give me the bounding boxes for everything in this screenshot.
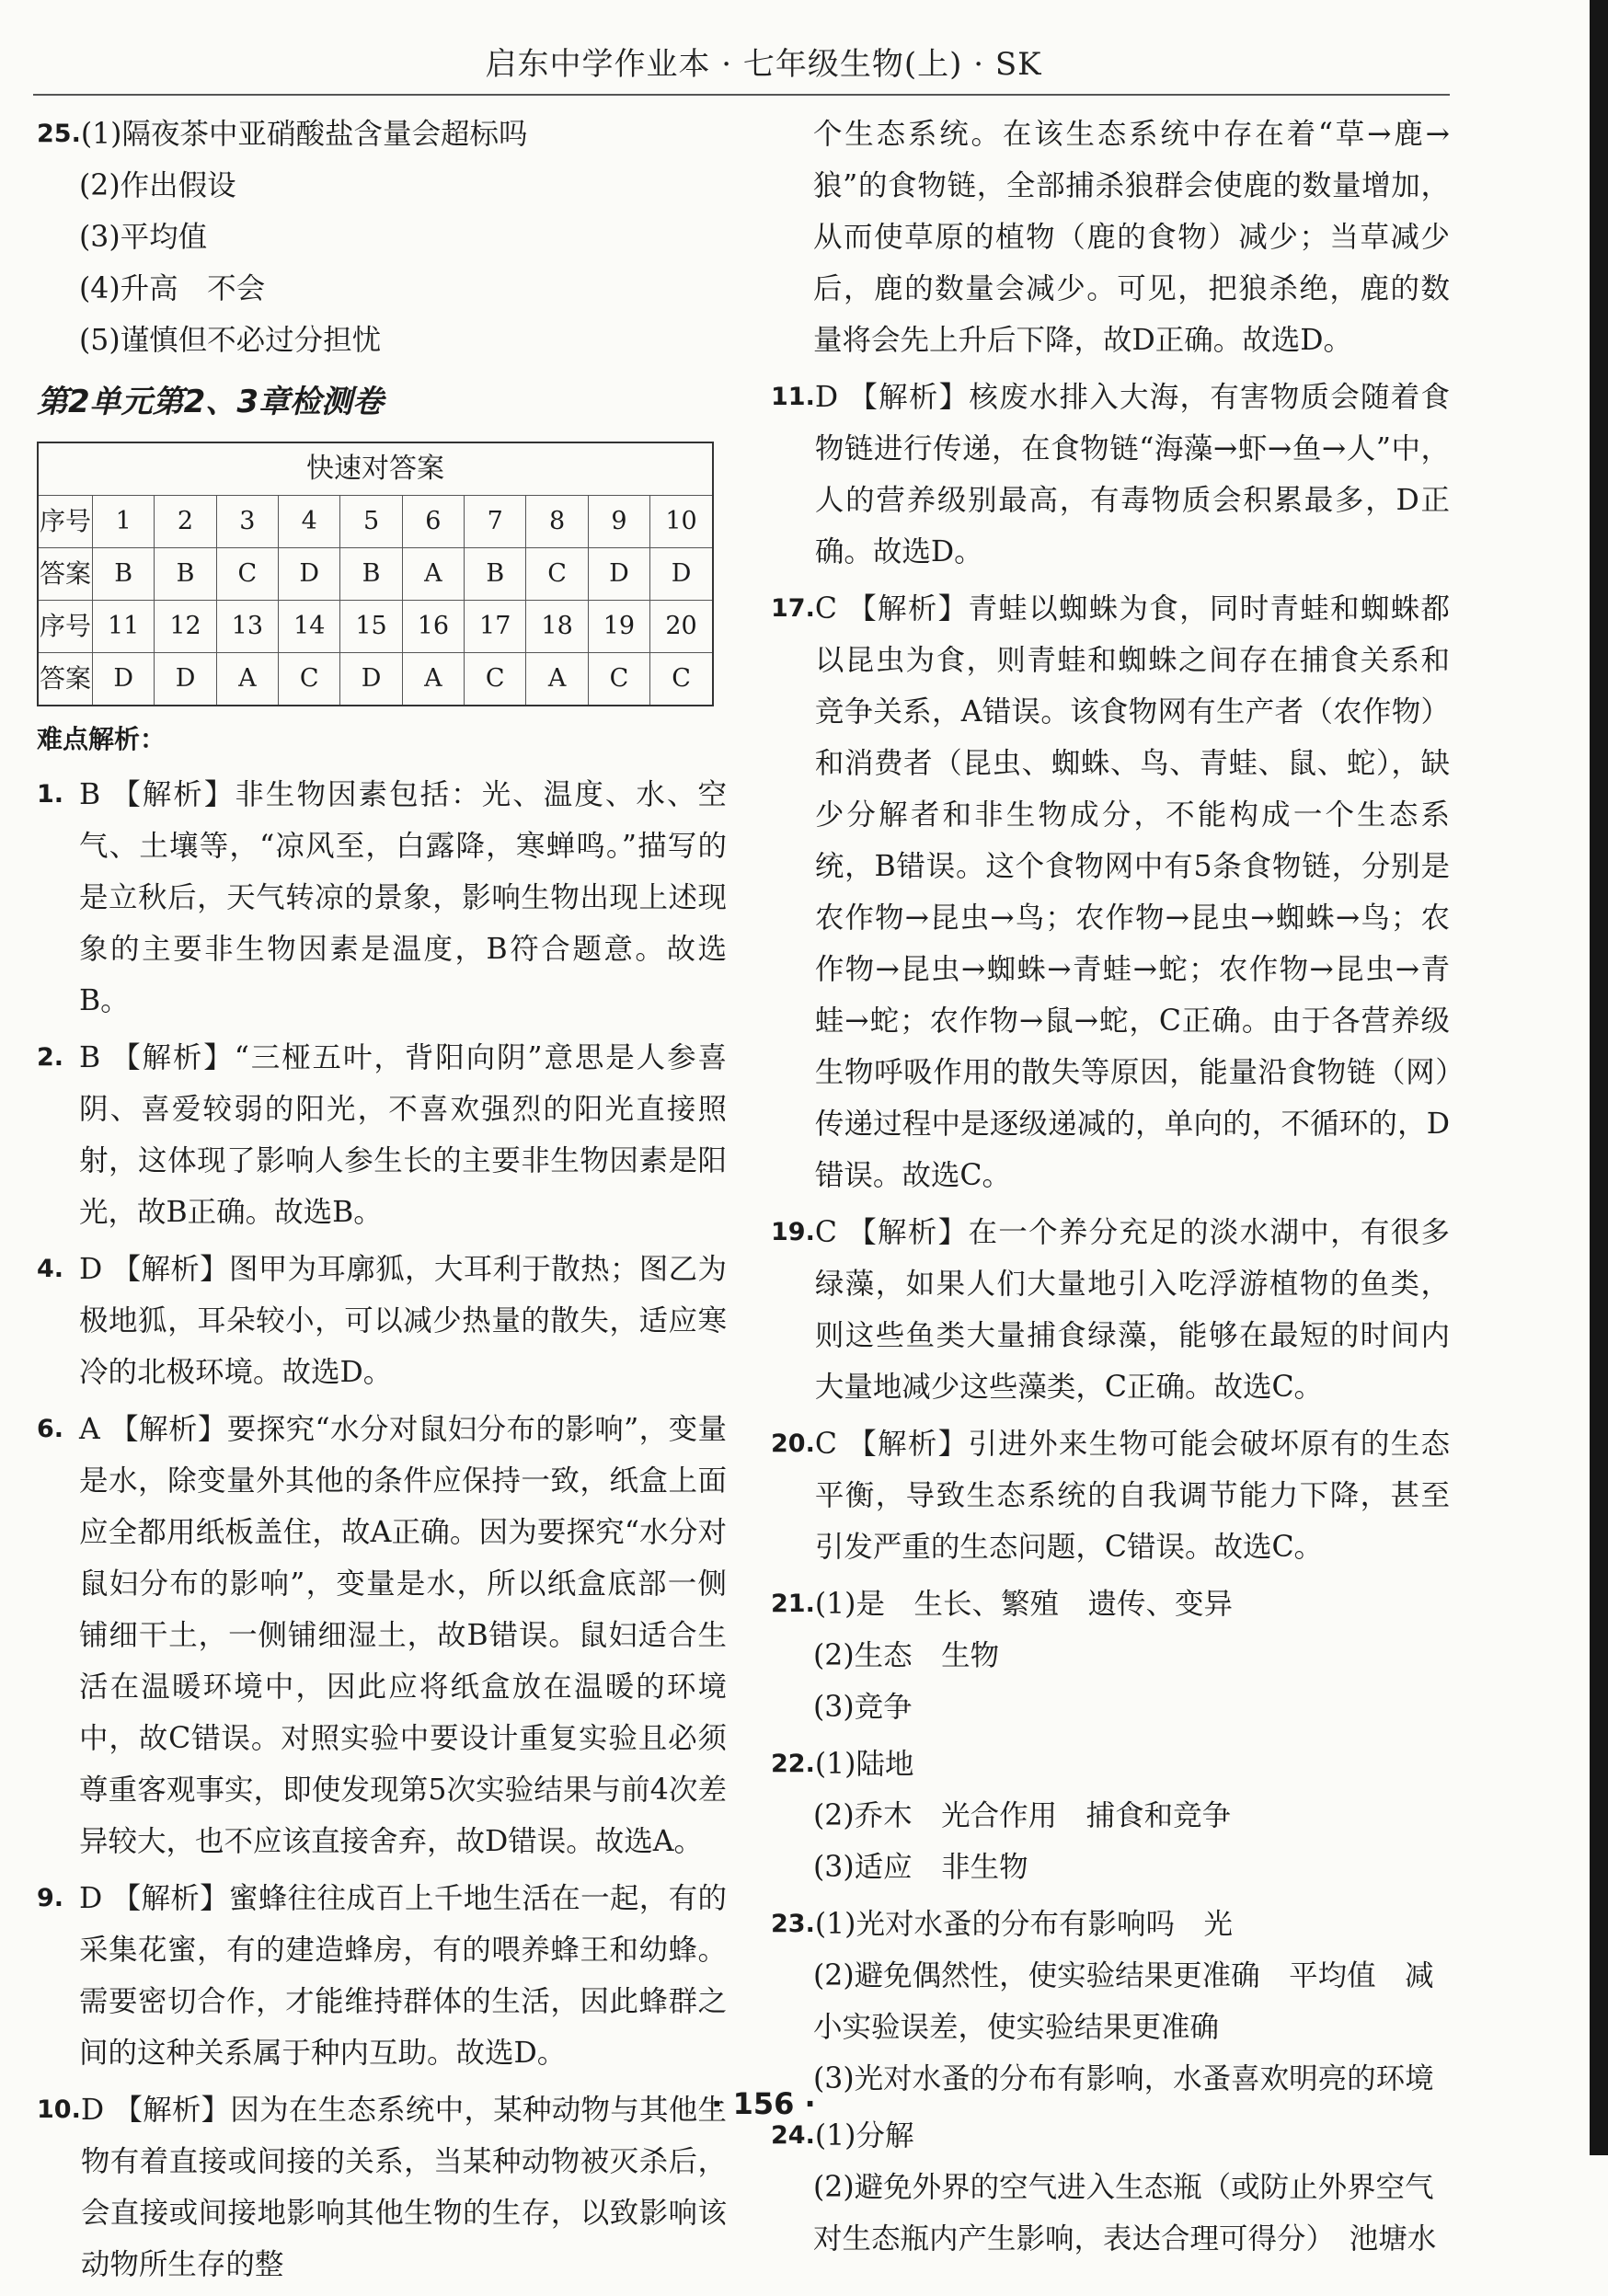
question-4 (37, 1244, 727, 1398)
question-number: 22. (771, 1750, 815, 1778)
question-number: 24. (771, 2121, 815, 2150)
explanation-text: D 【解析】图甲为耳廓狐，大耳利于散热；图乙为极地狐，耳朵较小，可以减少热量的散失，适应寒冷的北极环境。故选D。 (79, 1253, 727, 1389)
question-17 (771, 583, 1450, 1201)
table-cell: D (155, 653, 216, 706)
answer-line: (3)平均值 (79, 221, 208, 254)
answer-line: (2)避免偶然性，使实验结果更准确 平均值 减小实验误差，使实验结果更准确 (813, 1959, 1434, 2044)
explanation-text: C 【解析】引进外来生物可能会破坏原有的生态平衡，导致生态系统的自我调节能力下降，甚至引发严重的生态问题，C错误。故选C。 (814, 1428, 1450, 1564)
table-cell: B (340, 548, 402, 601)
header-divider (33, 94, 1450, 96)
question-10-continued: 个生态系统。在该生态系统中存在着“草→鹿→狼”的食物链，全部捕杀狼群会使鹿的数量增加，从而使草原的植物（鹿的食物）减少；当草减少后，鹿的数量会减少。可见，把狼杀绝，鹿的数量将会先上升后下降，故D正确。故选D。 (813, 118, 1450, 357)
table-cell: C (216, 548, 278, 601)
running-header: 启东中学作业本 · 七年级生物(上) · SK (485, 46, 1042, 83)
table-cell: 17 (465, 601, 526, 653)
table-cell: 16 (402, 601, 464, 653)
table-cell: B (465, 548, 526, 601)
table-row (38, 548, 713, 601)
answer-line: (1)分解 (814, 2119, 914, 2152)
table-cell: C (279, 653, 340, 706)
table-cell: 10 (650, 496, 713, 548)
table-cell: A (216, 653, 278, 706)
question-9 (37, 1873, 727, 2079)
table-cell: 9 (588, 496, 649, 548)
table-cell: D (279, 548, 340, 601)
table-cell: 20 (650, 601, 713, 653)
question-20 (771, 1418, 1450, 1573)
question-number: 6. (37, 1415, 64, 1443)
explanation-text: C 【解析】在一个养分充足的淡水湖中，有很多绿藻，如果人们大量地引入吃浮游植物的鱼类，则这些鱼类大量捕食绿藻，能够在最短的时间内大量地减少这些藻类，C正确。故选C。 (814, 1216, 1450, 1404)
table-cell: D (588, 548, 649, 601)
table-cell: 3 (216, 496, 278, 548)
table-cell: 15 (340, 601, 402, 653)
table-cell: C (526, 548, 588, 601)
question-number: 25. (37, 120, 81, 148)
table-cell: A (526, 653, 588, 706)
page-number: · 156 · (711, 2086, 816, 2121)
table-cell: 7 (465, 496, 526, 548)
table-cell: D (93, 653, 155, 706)
question-25 (37, 109, 727, 366)
section-title: 第2单元第2、3章检测卷 (37, 384, 384, 420)
table-cell: C (465, 653, 526, 706)
table-cell: C (650, 653, 713, 706)
row-header: 序号 (38, 601, 93, 653)
table-cell: 11 (93, 601, 155, 653)
answer-line: (2)避免外界的空气进入生态瓶（或防止外界空气对生态瓶内产生影响，表达合理可得分） 池塘水 (813, 2171, 1437, 2256)
question-2 (37, 1032, 727, 1238)
question-number: 2. (37, 1043, 64, 1072)
quick-answer-table (37, 442, 714, 706)
explanation-text: B 【解析】非生物因素包括：光、温度、水、空气、土壤等，“凉风至，白露降，寒蝉鸣。”描写的是立秋后，天气转凉的景象，影响生物出现上述现象的主要非生物因素是温度，B符合题意。故选B。 (79, 778, 727, 1017)
question-number: 21. (771, 1590, 815, 1618)
table-caption: 快速对答案 (38, 442, 713, 496)
table-cell: 14 (279, 601, 340, 653)
table-cell: 1 (93, 496, 155, 548)
table-cell: 4 (279, 496, 340, 548)
table-cell: 13 (216, 601, 278, 653)
table-row (38, 601, 713, 653)
table-cell: D (650, 548, 713, 601)
question-number: 4. (37, 1255, 64, 1283)
table-row (38, 653, 713, 706)
answer-line: (2)作出假设 (79, 169, 236, 202)
table-cell: B (93, 548, 155, 601)
question-24 (771, 2110, 1450, 2265)
table-cell: A (402, 548, 464, 601)
row-header: 答案 (38, 548, 93, 601)
table-cell: C (588, 653, 649, 706)
answer-line: (2)乔木 光合作用 捕食和竞争 (813, 1799, 1232, 1832)
question-22 (771, 1739, 1450, 1893)
answer-line: (1)光对水蚤的分布有影响吗 光 (814, 1908, 1233, 1941)
answer-line: (1)是 生长、繁殖 遗传、变异 (814, 1588, 1233, 1621)
explanation-text: B 【解析】“三桠五叶，背阳向阴”意思是人参喜阴、喜爱较弱的阳光，不喜欢强烈的阳光直接照射，这体现了影响人参生长的主要非生物因素是阳光，故B正确。故选B。 (79, 1041, 727, 1229)
question-number: 10. (37, 2095, 81, 2124)
answer-line: (1)隔夜茶中亚硝酸盐含量会超标吗 (80, 118, 528, 151)
answer-line: (4)升高 不会 (79, 272, 266, 305)
answer-line: (5)谨慎但不必过分担忧 (79, 324, 382, 357)
answer-line: (3)竞争 (813, 1691, 913, 1724)
question-number: 20. (771, 1429, 815, 1458)
page-edge-shadow (1590, 0, 1608, 2155)
table-cell: D (340, 653, 402, 706)
left-column (37, 109, 727, 2296)
question-number: 17. (771, 594, 815, 623)
table-cell: 2 (155, 496, 216, 548)
table-cell: 12 (155, 601, 216, 653)
row-header: 序号 (38, 496, 93, 548)
question-number: 9. (37, 1884, 64, 1912)
explanation-text: C 【解析】青蛙以蜘蛛为食，同时青蛙和蜘蛛都以昆虫为食，则青蛙和蜘蛛之间存在捕食关系和竞争关系，A错误。该食物网有生产者（农作物）和消费者（昆虫、蜘蛛、鸟、青蛙、鼠、蛇），缺少分解者和非生物成分，不能构成一个生态系统，B错误。这个食物网中有5条食物链，分别是农作物→昆虫→鸟；农作物→昆虫→蜘蛛→鸟；农作物→昆虫→蜘蛛→青蛙→蛇；农作物→昆虫→青蛙→蛇；农作物→鼠→蛇，C正确。由于各营养级生物呼吸作用的散失等原因，能量沿食物链（网）传递过程中是逐级递减的，单向的，不循环的，D错误。故选C。 (814, 592, 1450, 1192)
table-cell: A (402, 653, 464, 706)
question-19 (771, 1207, 1450, 1413)
question-11 (771, 372, 1450, 578)
question-number: 23. (771, 1910, 815, 1938)
answer-line: (3)适应 非生物 (813, 1851, 1028, 1884)
table-cell: 19 (588, 601, 649, 653)
table-cell: 5 (340, 496, 402, 548)
difficulty-analysis-title: 难点解析： (37, 724, 167, 754)
question-1 (37, 769, 727, 1027)
table-cell: 8 (526, 496, 588, 548)
answer-line: (3)光对水蚤的分布有影响，水蚤喜欢明亮的环境 (813, 2062, 1434, 2095)
right-column (771, 109, 1450, 2270)
answer-line: (2)生态 生物 (813, 1639, 1000, 1672)
explanation-text: D 【解析】核废水排入大海，有害物质会随着食物链进行传递，在食物链“海藻→虾→鱼→人”中，人的营养级别最高，有毒物质会积累最多，D正确。故选D。 (814, 381, 1450, 568)
explanation-text: A 【解析】要探究“水分对鼠妇分布的影响”，变量是水，除变量外其他的条件应保持一致，纸盒上面应全都用纸板盖住，故A正确。因为要探究“水分对鼠妇分布的影响”，变量是水，所以纸盒底部一侧铺细干土，一侧铺细湿土，故B错误。鼠妇适合生活在温暖环境中，因此应将纸盒放在温暖的环境中，故C错误。对照实验中要设计重复实验且必须尊重客观事实，即使发现第5次实验结果与前4次差异较大，也不应该直接舍弃，故D错误。故选A。 (79, 1413, 727, 1858)
answer-line: (1)陆地 (814, 1748, 914, 1781)
question-6 (37, 1404, 727, 1867)
question-23 (771, 1899, 1450, 2105)
table-cell: 18 (526, 601, 588, 653)
explanation-text: D 【解析】因为在生态系统中，某种动物与其他生物有着直接或间接的关系，当某种动物被灭杀后，会直接或间接地影响其他生物的生存，以致影响该动物所生存的整 (80, 2094, 727, 2281)
question-number: 1. (37, 780, 64, 809)
question-number: 19. (771, 1218, 815, 1246)
table-cell: B (155, 548, 216, 601)
explanation-text: D 【解析】蜜蜂往往成百上千地生活在一起，有的采集花蜜，有的建造蜂房，有的喂养蜂王和幼蜂。需要密切合作，才能维持群体的生活，因此蜂群之间的这种关系属于种内互助。故选D。 (79, 1882, 727, 2070)
question-number: 11. (771, 383, 815, 411)
row-header: 答案 (38, 653, 93, 706)
table-row (38, 496, 713, 548)
question-21 (771, 1578, 1450, 1733)
table-cell: 6 (402, 496, 464, 548)
